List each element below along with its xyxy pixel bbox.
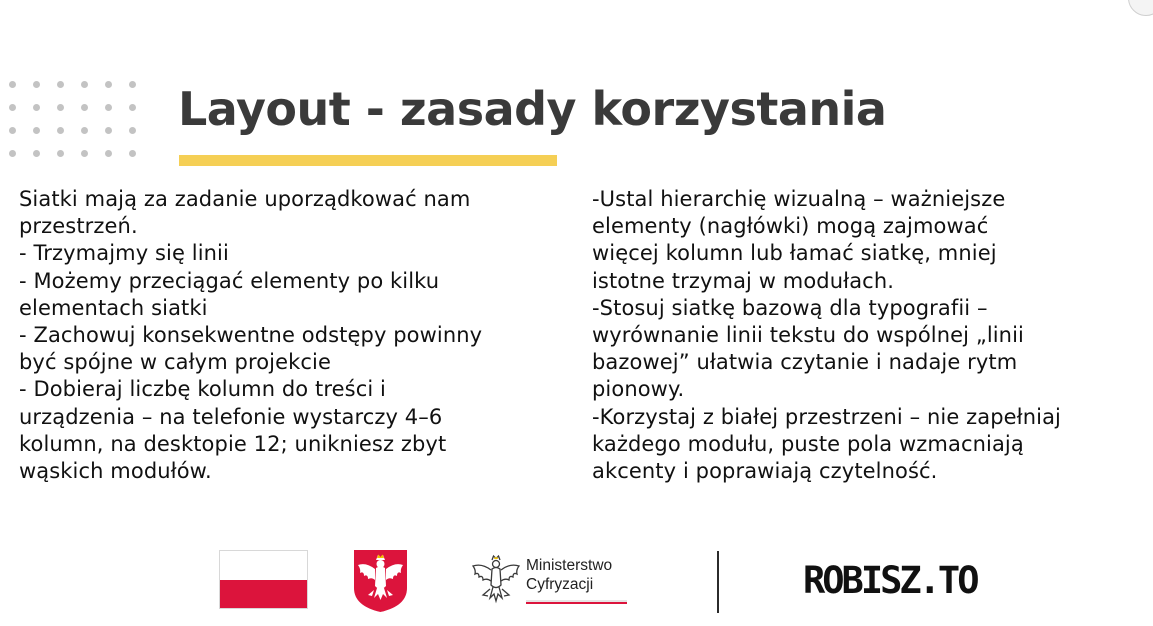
decorative-dot <box>81 104 88 111</box>
decorative-dot <box>9 127 16 134</box>
text-line: -Stosuj siatkę bazową dla typografii – <box>592 295 988 320</box>
decorative-dot <box>57 127 64 134</box>
decorative-dot <box>105 150 112 157</box>
ministry-eagle-icon <box>470 551 522 609</box>
decorative-dot <box>129 150 136 157</box>
decorative-dot <box>9 81 16 88</box>
text-line: - Zachowuj konsekwentne odstępy powinny <box>19 323 483 348</box>
text-line: bazowej” ułatwia czytanie i nadaje rytm <box>592 350 1018 375</box>
decorative-dot <box>129 81 136 88</box>
decorative-dot <box>33 127 40 134</box>
slide-title: Layout - zasady korzystania <box>178 82 887 136</box>
text-line: - Trzymajmy się linii <box>19 241 229 266</box>
decorative-dot <box>33 150 40 157</box>
text-line: akcenty i poprawiają czytelność. <box>592 459 938 484</box>
ministry-line-2: Cyfryzacji <box>526 576 594 593</box>
text-line: więcej kolumn lub łamać siatkę, mniej <box>592 241 997 266</box>
decorative-dot <box>33 104 40 111</box>
decorative-dot <box>57 150 64 157</box>
text-line: kolumn, na desktopie 12; unikniesz zbyt <box>19 431 447 456</box>
decorative-dot <box>105 104 112 111</box>
dot-grid-decoration <box>9 81 141 163</box>
decorative-dot <box>33 81 40 88</box>
left-text-column <box>19 186 579 485</box>
decorative-dot <box>129 104 136 111</box>
text-line: - Dobieraj liczbę kolumn do treści i <box>19 377 386 402</box>
text-line: przestrzeń. <box>19 214 138 239</box>
flag-white-stripe <box>220 551 307 580</box>
decorative-dot <box>81 81 88 88</box>
decorative-dot <box>9 150 16 157</box>
flag-red-stripe <box>220 580 307 608</box>
decorative-dot <box>57 104 64 111</box>
decorative-dot <box>81 127 88 134</box>
footer-divider <box>717 551 719 613</box>
ministry-line-1: Ministerstwo <box>526 557 613 574</box>
decorative-dot <box>105 127 112 134</box>
text-line: Siatki mają za zadanie uporządkować nam <box>19 187 471 211</box>
right-text-column <box>592 186 1152 485</box>
text-line: być spójne w całym projekcie <box>19 350 331 375</box>
text-line: -Ustal hierarchię wizualną – ważniejsze <box>592 187 1006 211</box>
text-line: wąskich modułów. <box>19 459 212 484</box>
corner-ring-decoration <box>1128 0 1153 16</box>
decorative-dot <box>105 81 112 88</box>
decorative-dot <box>81 150 88 157</box>
polish-emblem-logo <box>352 548 409 614</box>
ministry-text <box>526 556 612 594</box>
text-line: wyrównanie linii tekstu do wspólnej „linii <box>592 323 1024 348</box>
polish-flag-logo <box>219 550 308 609</box>
text-line: każdego modułu, puste pola wzmacniają <box>592 431 1024 456</box>
text-line: elementy (nagłówki) mogą zajmować <box>592 214 989 239</box>
text-line: elementach siatki <box>19 295 208 320</box>
ministry-flag-bar <box>526 600 627 604</box>
robisz-to-logo: ROBISZ.TO <box>803 559 977 602</box>
text-line: pionowy. <box>592 377 685 402</box>
text-line: - Możemy przeciągać elementy po kilku <box>19 268 440 293</box>
decorative-dot <box>129 127 136 134</box>
text-line: -Korzystaj z białej przestrzeni – nie zapełniaj <box>592 404 1061 429</box>
text-line: istotne trzymaj w modułach. <box>592 268 895 293</box>
decorative-dot <box>9 104 16 111</box>
title-underline <box>179 155 557 166</box>
decorative-dot <box>57 81 64 88</box>
text-line: urządzenia – na telefonie wystarczy 4–6 <box>19 404 443 429</box>
ministry-logo <box>470 551 632 611</box>
